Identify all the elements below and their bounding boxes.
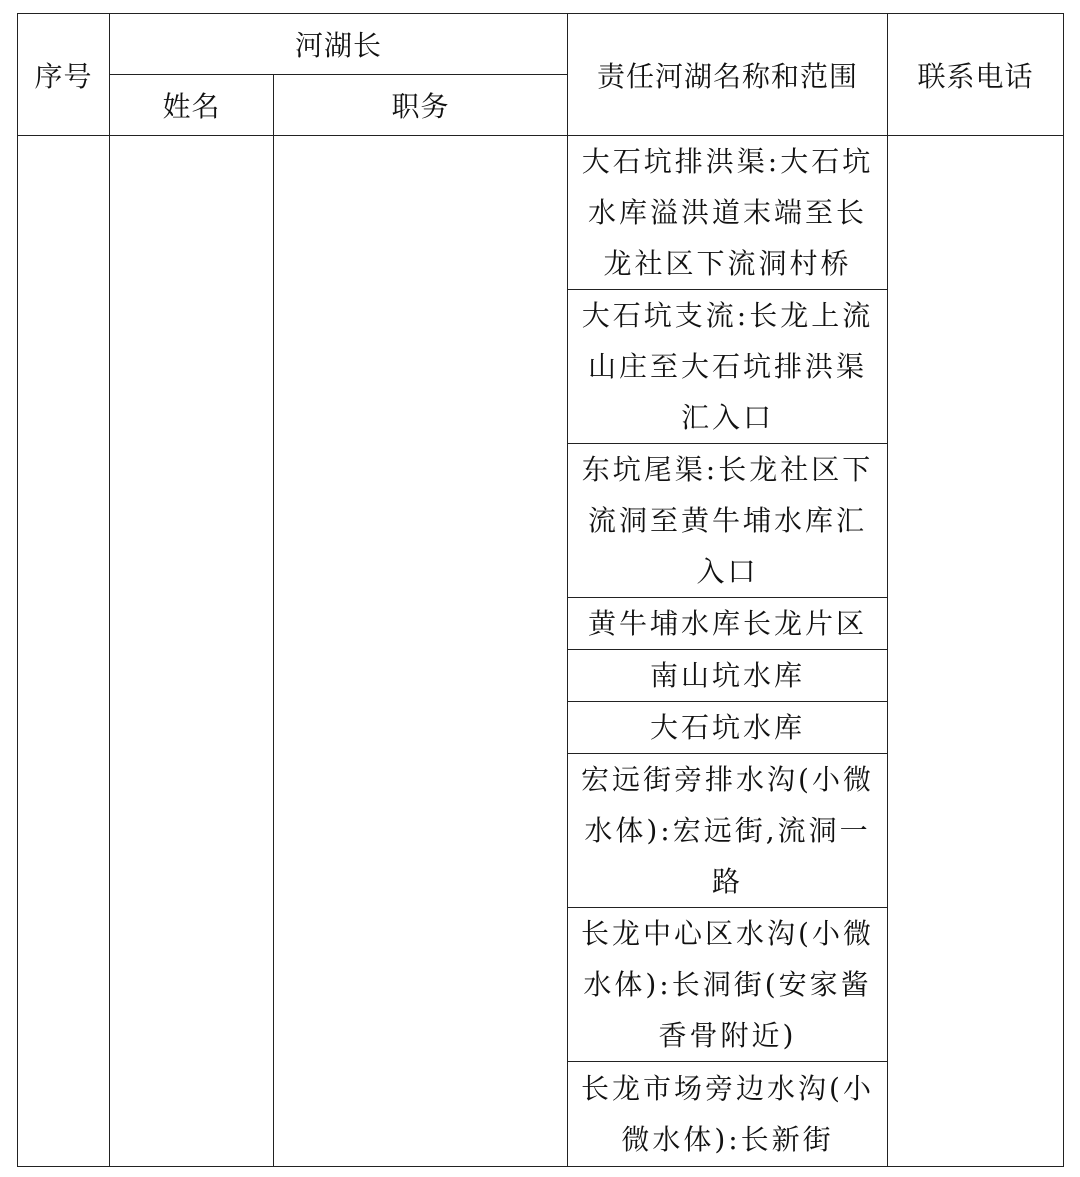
scope-cell: 长龙市场旁边水沟(小微水体):长新街	[568, 1062, 888, 1167]
header-position: 职务	[274, 75, 568, 136]
index-cell	[18, 136, 110, 1167]
header-phone: 联系电话	[888, 14, 1064, 136]
scope-cell: 大石坑支流:长龙上流山庄至大石坑排洪渠汇入口	[568, 290, 888, 444]
scope-cell: 长龙中心区水沟(小微水体):长洞街(安家酱香骨附近)	[568, 908, 888, 1062]
scope-cell: 大石坑排洪渠:大石坑水库溢洪道末端至长龙社区下流洞村桥	[568, 136, 888, 290]
header-index: 序号	[18, 14, 110, 136]
scope-cell: 黄牛埔水库长龙片区	[568, 598, 888, 650]
river-chief-table	[17, 13, 1064, 1167]
phone-cell	[888, 136, 1064, 1167]
header-river-chief: 河湖长	[110, 14, 568, 75]
scope-cell: 东坑尾渠:长龙社区下流洞至黄牛埔水库汇入口	[568, 444, 888, 598]
scope-cell: 宏远街旁排水沟(小微水体):宏远街,流洞一路	[568, 754, 888, 908]
header-name: 姓名	[110, 75, 274, 136]
scope-cell: 大石坑水库	[568, 702, 888, 754]
position-cell	[274, 136, 568, 1167]
name-cell	[110, 136, 274, 1167]
scope-cell: 南山坑水库	[568, 650, 888, 702]
header-scope: 责任河湖名称和范围	[568, 14, 888, 136]
